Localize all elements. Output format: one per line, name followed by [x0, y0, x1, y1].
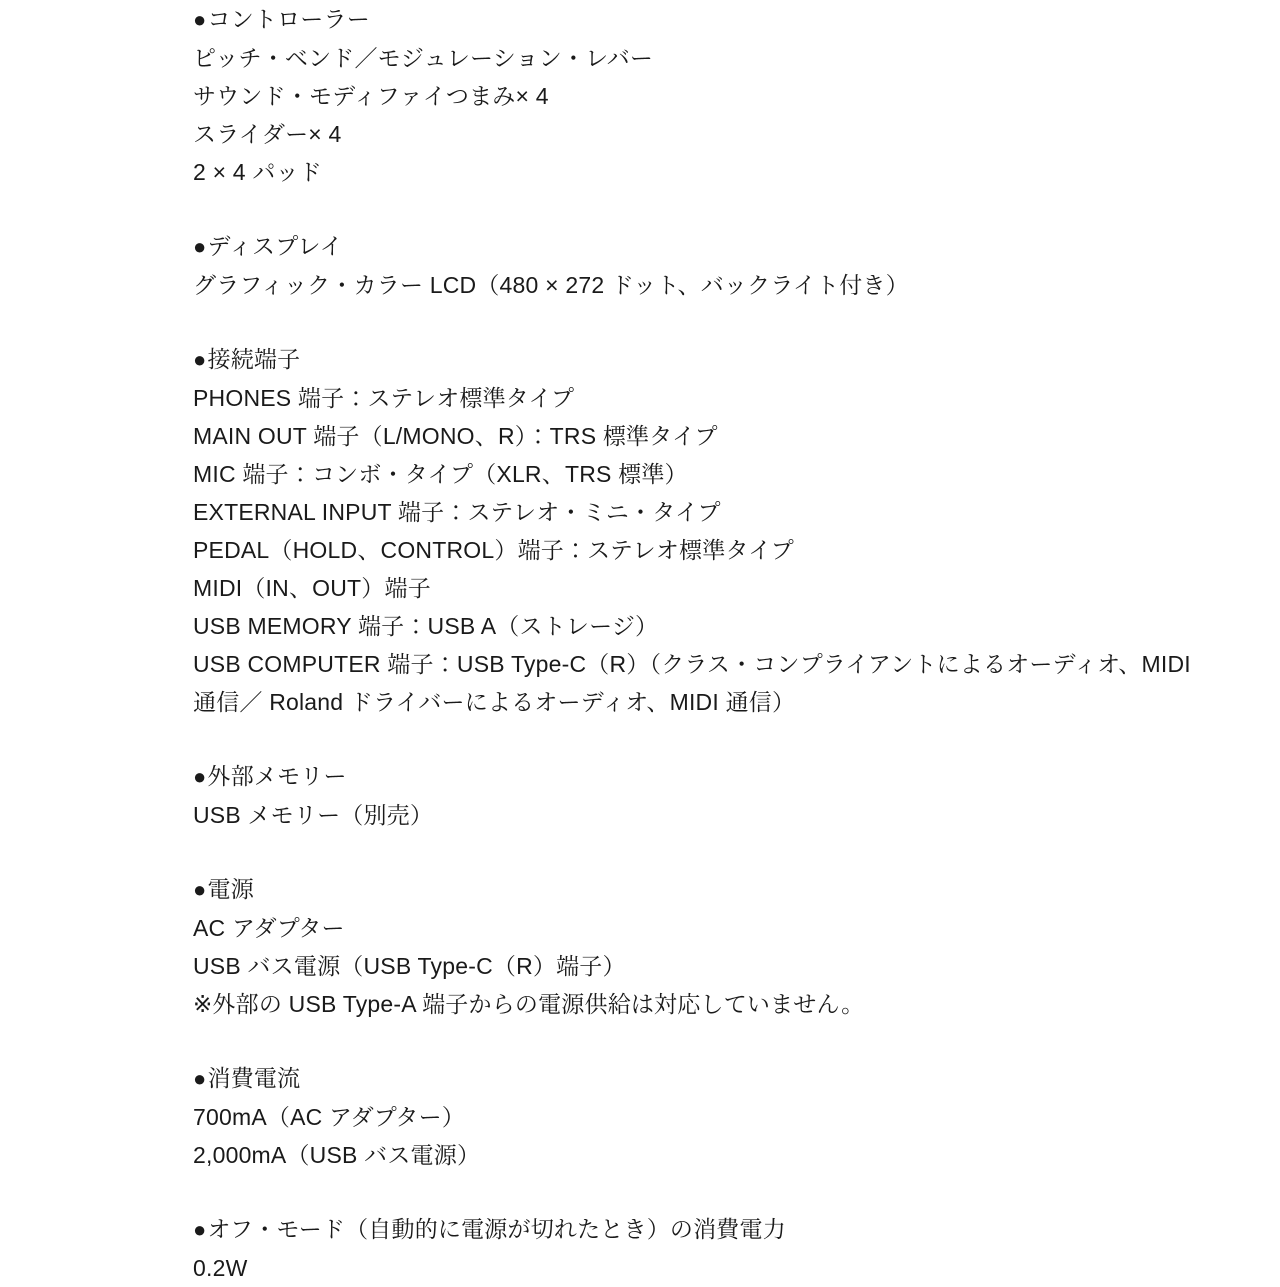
spec-line: USB MEMORY 端子：USB A（ストレージ） — [193, 613, 659, 639]
section-heading — [193, 1059, 1240, 1098]
section-heading — [193, 340, 1240, 379]
section-heading — [193, 0, 1240, 39]
section-heading-label: ディスプレイ — [207, 233, 343, 259]
spec-line: 通信／ Roland ドライバーによるオーディオ、MIDI 通信） — [193, 689, 796, 715]
bullet-icon: ● — [193, 764, 207, 789]
bullet-icon: ● — [193, 347, 207, 372]
bullet-icon: ● — [193, 1066, 207, 1091]
spec-line: サウンド・モディファイつまみ× 4 — [193, 83, 549, 109]
section-display — [193, 227, 1240, 304]
section-connectors — [193, 340, 1240, 721]
section-heading-label: 外部メモリー — [207, 763, 347, 789]
spec-line: ピッチ・ベンド／モジュレーション・レバー — [193, 45, 654, 71]
spec-line: AC アダプター — [193, 915, 345, 941]
spec-line: グラフィック・カラー LCD（480 × 272 ドット、バックライト付き） — [193, 272, 909, 298]
section-heading — [193, 870, 1240, 909]
section-heading — [193, 757, 1240, 796]
spec-line: USB バス電源（USB Type-C（R）端子） — [193, 953, 626, 979]
section-external-memory — [193, 757, 1240, 834]
spec-line: PHONES 端子：ステレオ標準タイプ — [193, 385, 575, 411]
section-heading-label: コントローラー — [207, 6, 370, 32]
spec-line: USB メモリー（別売） — [193, 802, 434, 828]
spec-line: MIDI（IN、OUT）端子 — [193, 575, 431, 601]
spec-line: 2,000mA（USB バス電源） — [193, 1142, 481, 1168]
section-heading-label: 電源 — [207, 876, 254, 902]
spec-line: USB COMPUTER 端子：USB Type-C（R）（クラス・コンプライアントによるオーディオ、MIDI — [193, 651, 1191, 677]
spec-line: EXTERNAL INPUT 端子：ステレオ・ミニ・タイプ — [193, 499, 721, 525]
spec-line: PEDAL（HOLD、CONTROL）端子：ステレオ標準タイプ — [193, 537, 794, 563]
spec-line: MAIN OUT 端子（L/MONO、R）：TRS 標準タイプ — [193, 423, 718, 449]
section-off-mode-power — [193, 1210, 1240, 1287]
spec-line: 700mA（AC アダプター） — [193, 1104, 465, 1130]
spec-line: ※外部の USB Type-A 端子からの電源供給は対応していません。 — [193, 991, 865, 1017]
spec-line: 2 × 4 パッド — [193, 159, 322, 185]
spec-line: MIC 端子：コンボ・タイプ（XLR、TRS 標準） — [193, 461, 688, 487]
spec-line: スライダー× 4 — [193, 121, 342, 147]
section-power-supply — [193, 870, 1240, 1023]
bullet-icon: ● — [193, 877, 207, 902]
section-current-draw — [193, 1059, 1240, 1174]
section-heading — [193, 1210, 1240, 1249]
section-heading-label: オフ・モード（自動的に電源が切れたとき）の消費電力 — [207, 1216, 786, 1242]
bullet-icon: ● — [193, 7, 207, 32]
section-heading-label: 接続端子 — [207, 346, 301, 372]
section-heading-label: 消費電流 — [207, 1065, 301, 1091]
bullet-icon: ● — [193, 1217, 207, 1242]
section-controller — [193, 0, 1240, 191]
section-heading — [193, 227, 1240, 266]
bullet-icon: ● — [193, 234, 207, 259]
spec-line: 0.2W — [193, 1255, 248, 1281]
